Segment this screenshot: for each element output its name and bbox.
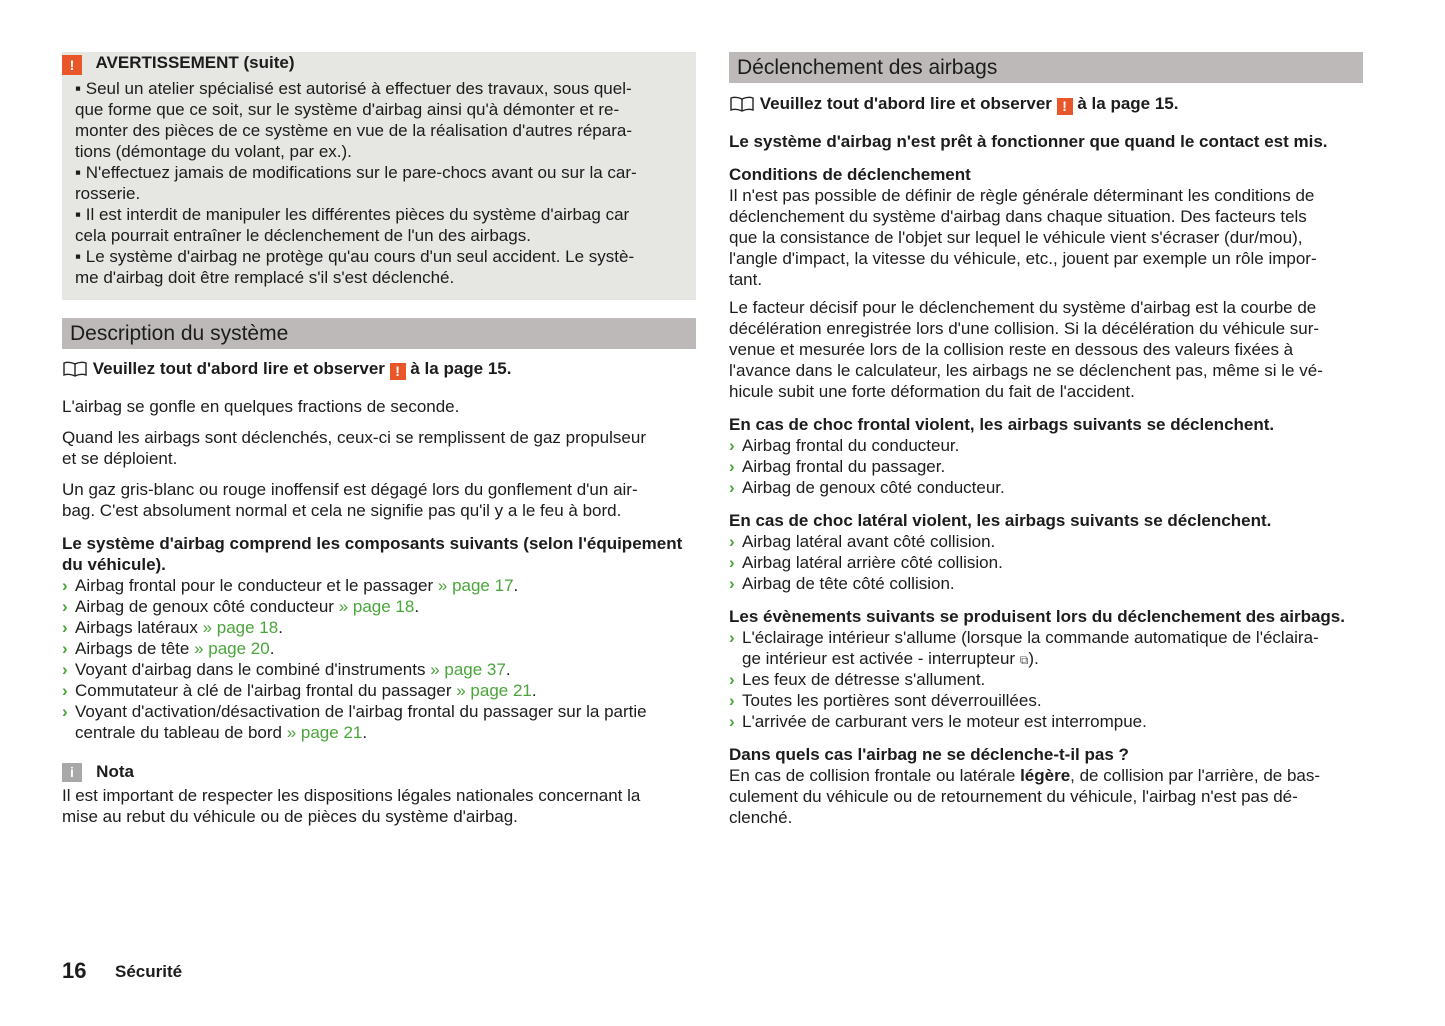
list-item-cont: centrale du tableau de bord » page 21. — [75, 723, 368, 742]
subheading: Les évènements suivants se produisent lors du déclenchement des airbags. — [729, 607, 1345, 626]
subheading: En cas de choc latéral violent, les airbags suivants se déclenchent. — [729, 511, 1272, 530]
chevron-icon: › — [729, 478, 735, 497]
paragraph-line: l'angle d'impact, la vitesse du véhicule, etc., jouent par exemple un rôle impor- — [729, 249, 1317, 268]
paragraph-line: Il n'est pas possible de définir de règle générale déterminant les conditions de — [729, 186, 1315, 205]
read-text: Veuillez tout d'abord lire et observer — [759, 94, 1052, 113]
list-item — [729, 531, 1345, 552]
paragraph-line: déclenchement du système d'airbag dans chaque situation. Des facteurs tels — [729, 207, 1307, 226]
item-text: Airbag frontal pour le conducteur et le passager — [75, 576, 438, 595]
warning-line: ▪ N'effectuez jamais de modifications sur le pare-chocs avant ou sur la car- — [75, 163, 637, 182]
chevron-icon: › — [729, 628, 735, 647]
nota-title: Nota — [96, 762, 134, 781]
list-item: › Airbags latéraux » page 18. — [62, 618, 283, 637]
paragraph-line: décélération enregistrée lors d'une collision. Si la décélération du véhicule sur- — [729, 319, 1320, 338]
list-item — [729, 456, 1345, 477]
item-text: L'éclairage intérieur s'allume (lorsque la commande automatique de l'éclaira- — [742, 628, 1319, 647]
chevron-icon: › — [62, 639, 68, 658]
footer-section: Sécurité — [115, 962, 183, 981]
chevron-icon: › — [62, 576, 68, 595]
page-link[interactable]: » page 37 — [430, 660, 506, 679]
list-item: › Airbags de tête » page 20. — [62, 639, 275, 658]
page-link[interactable]: » page 17 — [437, 576, 514, 595]
warning-icon: ! — [62, 55, 82, 75]
item-text: Airbag frontal du conducteur. — [742, 436, 960, 455]
warning-line: ▪ Le système d'airbag ne protège qu'au cours d'un seul accident. Le systè- — [75, 247, 635, 266]
chevron-icon: › — [729, 532, 735, 551]
item-text: Airbag de genoux côté conducteur — [75, 597, 339, 616]
subheading: du véhicule). — [62, 555, 166, 574]
list-item — [729, 435, 1345, 456]
book-icon — [62, 361, 88, 377]
item-text: Airbag latéral arrière côté collision. — [742, 553, 1003, 572]
list-item — [729, 477, 1345, 498]
item-text: Airbag de tête côté collision. — [742, 574, 955, 593]
item-text: Airbag de genoux côté conducteur. — [742, 478, 1005, 497]
list-item: › Airbag de genoux côté conducteur » page 18. — [62, 597, 420, 616]
paragraph-line: Le facteur décisif pour le déclenchement du système d'airbag est la courbe de — [729, 298, 1317, 317]
chevron-icon: › — [62, 597, 68, 616]
list-item-cont: ge intérieur est activée - interrupteur ⧉). — [742, 649, 1039, 668]
list-item — [729, 711, 1345, 732]
paragraph-line: et se déploient. — [62, 449, 178, 468]
warning-icon: ! — [1057, 98, 1073, 115]
paragraph-line — [729, 765, 1345, 786]
list-item — [729, 627, 1345, 648]
warning-line: ▪ Il est interdit de manipuler les différentes pièces du système d'airbag car — [75, 205, 630, 224]
paragraph-line: que la consistance de l'objet sur lequel le véhicule vient s'écraser (dur/mou), — [729, 228, 1303, 247]
list-item — [729, 573, 1345, 594]
item-text: Toutes les portières sont déverrouillées. — [742, 691, 1042, 710]
page-link[interactable]: » page 18 — [202, 618, 279, 637]
paragraph: L'airbag se gonfle en quelques fractions de seconde. — [62, 397, 460, 416]
text-segment: En cas de collision frontale ou latérale — [729, 766, 1021, 785]
paragraph-line: Quand les airbags sont déclenchés, ceux-ci se remplissent de gaz propulseur — [62, 428, 646, 447]
item-text: ge intérieur est activée - interrupteur — [742, 649, 1020, 668]
item-text: Airbags de tête — [75, 639, 195, 658]
warning-title: AVERTISSEMENT (suite) — [95, 53, 295, 72]
item-text: Airbags latéraux — [75, 618, 203, 637]
warning-line: me d'airbag doit être remplacé s'il s'est déclenché. — [75, 268, 455, 287]
warning-section — [62, 52, 637, 288]
chevron-icon: › — [729, 436, 735, 455]
chevron-icon: › — [729, 691, 735, 710]
subheading: Dans quels cas l'airbag ne se déclenche-t-il pas ? — [729, 745, 1129, 764]
chevron-icon: › — [729, 457, 735, 476]
item-text: Airbag latéral avant côté collision. — [742, 532, 996, 551]
emphasis: légère — [1020, 766, 1071, 785]
subheading: En cas de choc frontal violent, les airbags suivants se déclenchent. — [729, 415, 1275, 434]
subheading: Conditions de déclenchement — [729, 165, 971, 184]
warning-line: rosserie. — [75, 184, 141, 203]
list-item: › Voyant d'airbag dans le combiné d'instruments » page 37. — [62, 660, 511, 679]
item-text: Voyant d'activation/désactivation de l'airbag frontal du passager sur la partie — [75, 702, 647, 721]
warning-line: ▪ Seul un atelier spécialisé est autorisé à effectuer des travaux, sous quel- — [75, 79, 632, 98]
chevron-icon: › — [62, 681, 68, 700]
chevron-icon: › — [62, 618, 68, 637]
warning-line: cela pourrait entraîner le déclenchement de l'un des airbags. — [75, 226, 531, 245]
page-link[interactable]: » page 20 — [194, 639, 270, 658]
paragraph-line: l'avance dans le calculateur, les airbags ne se déclenchent pas, même si le vé- — [729, 361, 1323, 380]
list-item: › Commutateur à clé de l'airbag frontal du passager » page 21. — [62, 681, 537, 700]
item-text: centrale du tableau de bord — [75, 723, 287, 742]
paragraph-line: venue et mesurée lors de la collision reste en dessous des valeurs fixées à — [729, 340, 1294, 359]
item-text: Voyant d'airbag dans le combiné d'instruments — [75, 660, 431, 679]
read-text: Veuillez tout d'abord lire et observer — [92, 359, 385, 378]
page-link[interactable]: » page 21 — [456, 681, 532, 700]
list-item — [729, 690, 1345, 711]
read-first-notice — [62, 358, 512, 379]
paragraph-line: hicule subit une forte déformation du fait de l'accident. — [729, 382, 1135, 401]
paragraph-line: tant. — [729, 270, 763, 289]
list-item — [729, 552, 1345, 573]
page-number: 16 — [62, 958, 87, 983]
item-text: L'arrivée de carburant vers le moteur est interrompue. — [742, 712, 1147, 731]
paragraph-line: culement du véhicule ou de retournement du véhicule, l'airbag n'est pas dé- — [729, 787, 1298, 806]
item-text: Airbag frontal du passager. — [742, 457, 946, 476]
nota-line: Il est important de respecter les dispositions légales nationales concernant la — [62, 786, 641, 805]
text-segment: , de collision par l'arrière, de bas- — [1070, 766, 1321, 785]
key-statement: Le système d'airbag n'est prêt à fonctionner que quand le contact est mis. — [729, 132, 1328, 151]
warning-icon: ! — [390, 363, 406, 380]
item-text: Commutateur à clé de l'airbag frontal du passager — [75, 681, 457, 700]
paragraph-line: Un gaz gris-blanc ou rouge inoffensif est dégagé lors du gonflement d'un air- — [62, 480, 638, 499]
read-page-link: à la page 15. — [410, 359, 512, 378]
warning-line: tions (démontage du volant, par ex.). — [75, 142, 352, 161]
chevron-icon: › — [729, 553, 735, 572]
list-item — [729, 669, 1345, 690]
paragraph-line: clenché. — [729, 808, 793, 827]
section-title: Description du système — [62, 318, 696, 349]
nota-line: mise au rebut du véhicule ou de pièces du système d'airbag. — [62, 807, 518, 826]
list-item — [62, 701, 682, 722]
read-page-link: à la page 15. — [1077, 94, 1179, 113]
light-switch-icon: ⧉ — [1019, 653, 1029, 667]
warning-line: que forme que ce soit, sur le système d'airbag ainsi qu'à démonter et re- — [75, 100, 620, 119]
page-link[interactable]: » page 18 — [338, 597, 415, 616]
chevron-icon: › — [729, 670, 735, 689]
page-link[interactable]: » page 21 — [286, 723, 363, 742]
book-icon — [729, 96, 755, 112]
list-item: › Airbag frontal pour le conducteur et le passager » page 17. — [62, 576, 519, 595]
chevron-icon: › — [729, 574, 735, 593]
chevron-icon: › — [62, 702, 68, 721]
item-text: Les feux de détresse s'allument. — [742, 670, 986, 689]
chevron-icon: › — [62, 660, 68, 679]
section-title: Déclenchement des airbags — [729, 52, 1363, 83]
subheading: Le système d'airbag comprend les composants suivants (selon l'équipement — [62, 534, 683, 553]
info-icon: i — [62, 763, 82, 782]
warning-line: monter des pièces de ce système en vue de la réalisation d'autres répara- — [75, 121, 632, 140]
read-first-notice — [729, 93, 1179, 114]
paragraph-line: bag. C'est absolument normal et cela ne signifie pas qu'il y a le feu à bord. — [62, 501, 622, 520]
chevron-icon: › — [729, 712, 735, 731]
